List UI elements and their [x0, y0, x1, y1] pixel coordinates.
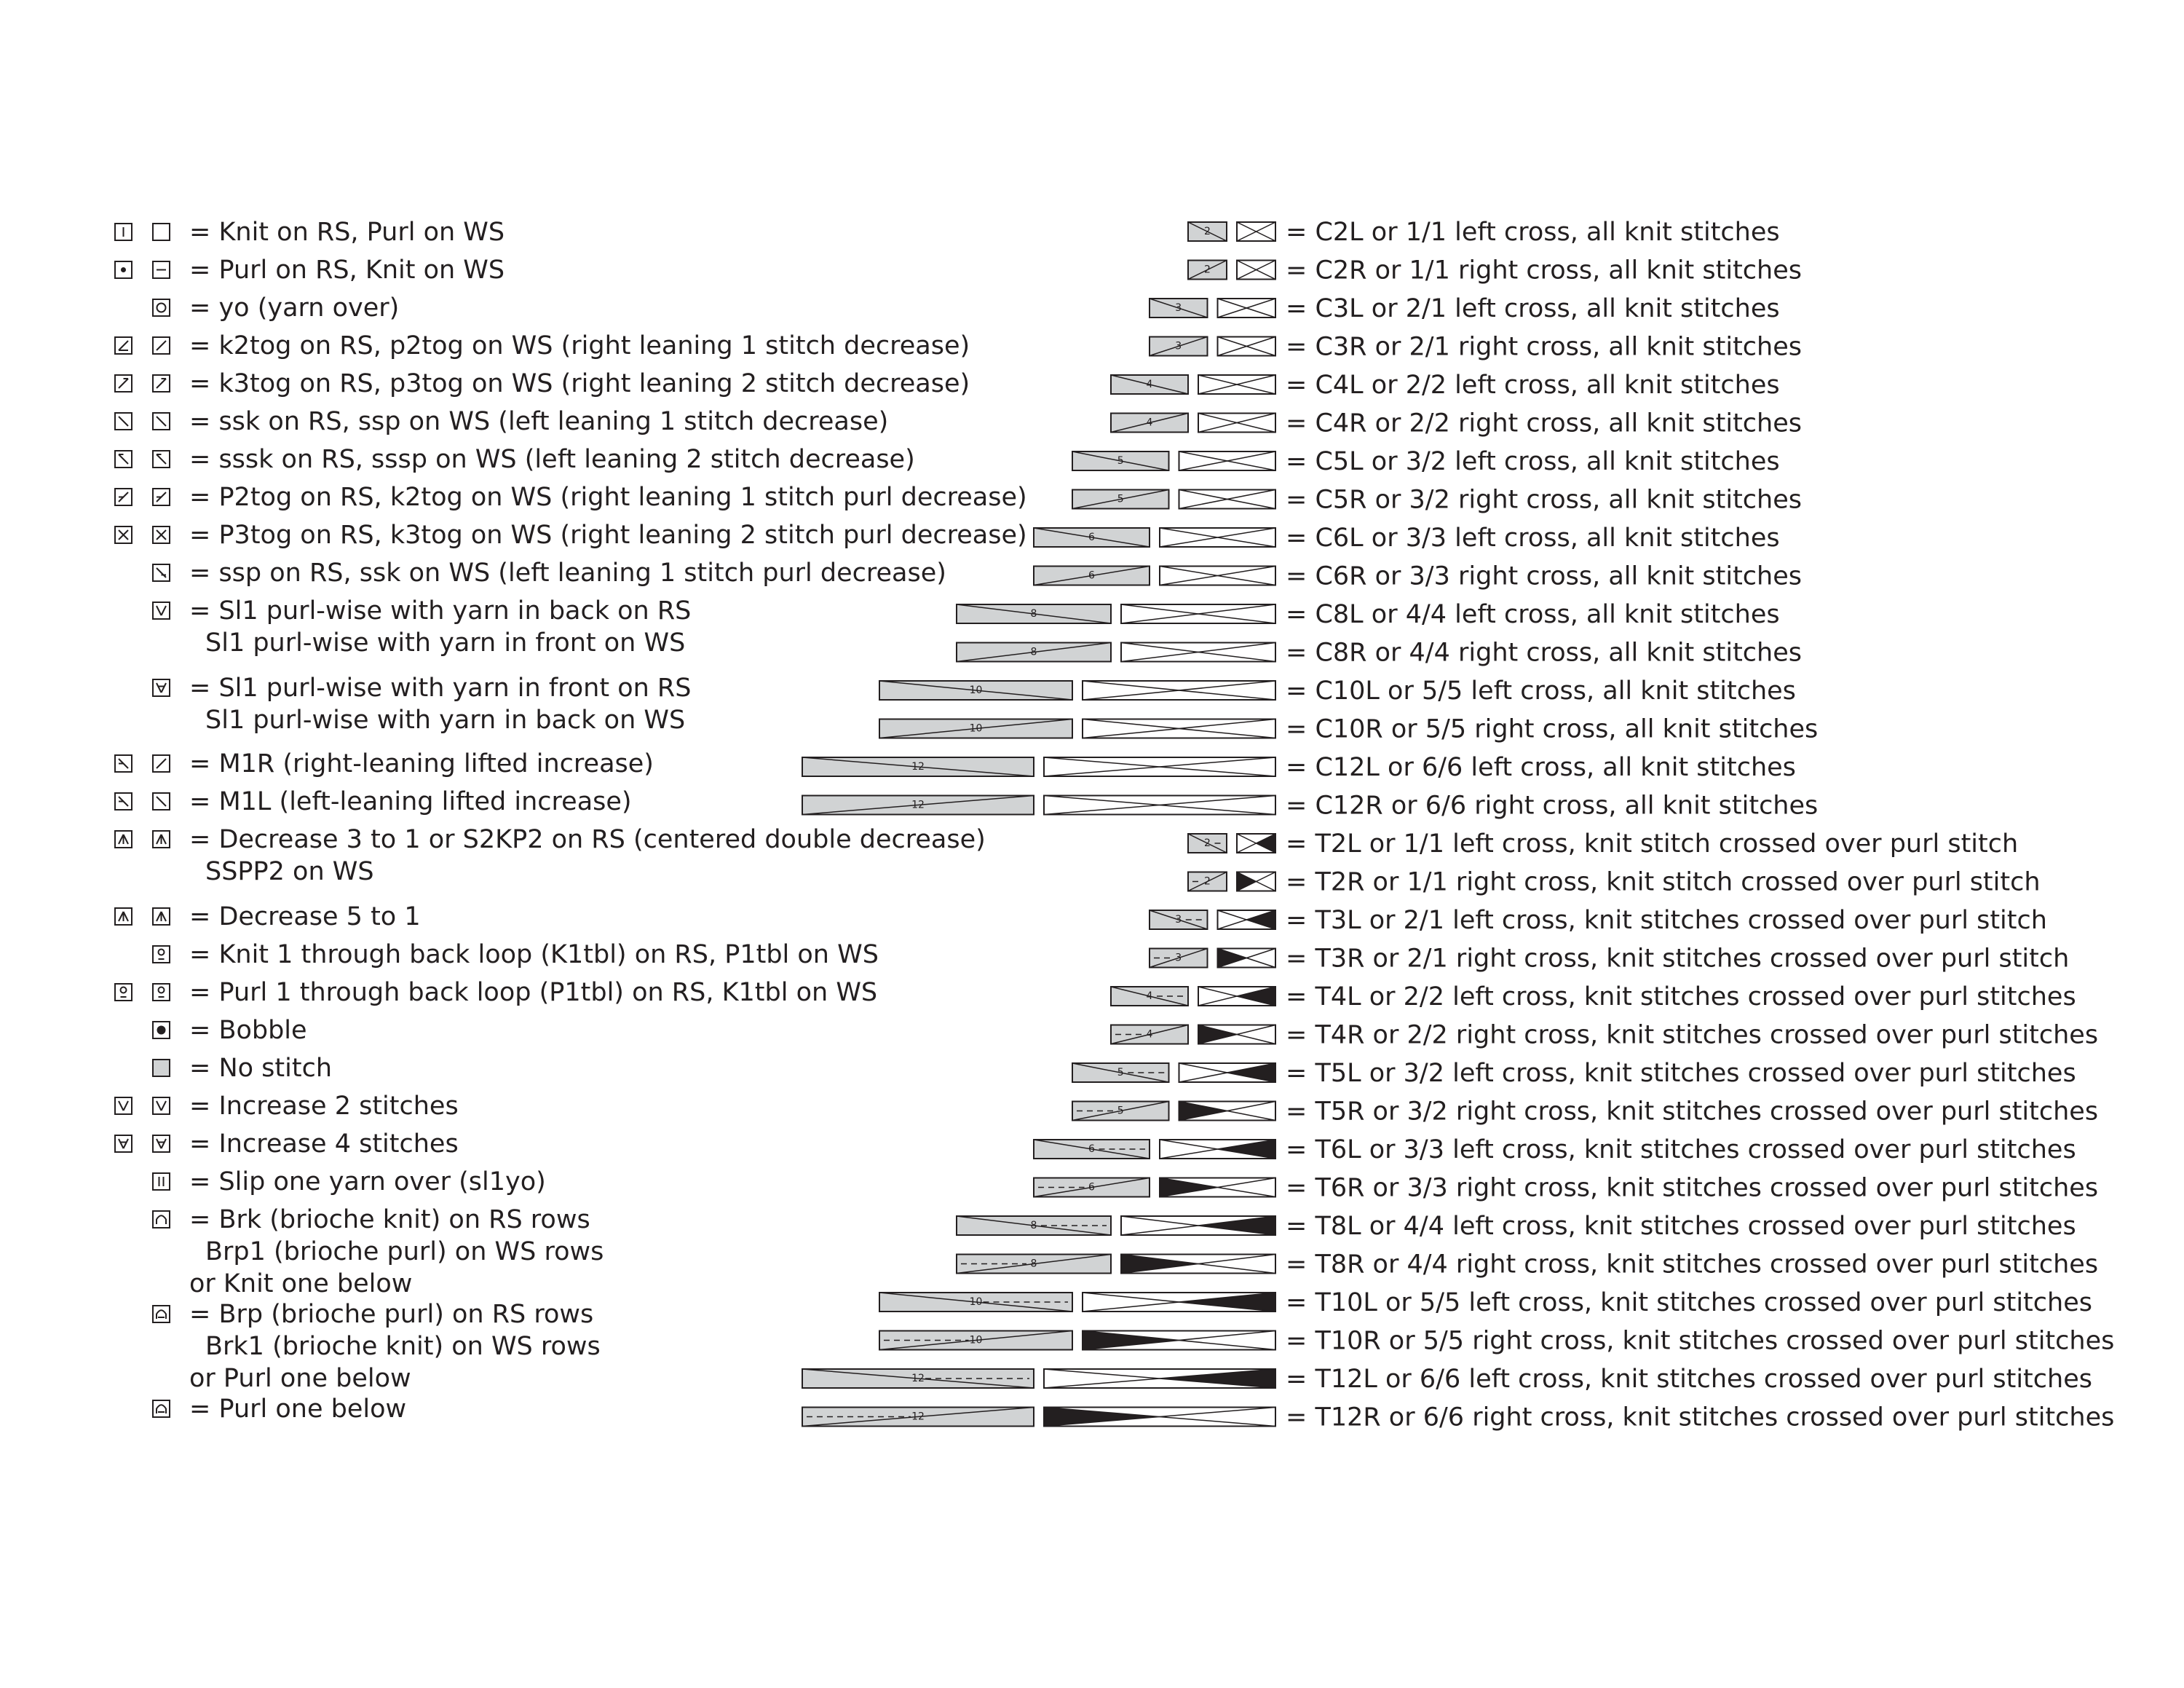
cable-row — [1150, 294, 1780, 323]
cable-legend-text: = T4R or 2/2 right cross, knit stitches crossed over purl stitches — [1286, 1020, 2099, 1050]
cable-stitch-count: 8 — [1030, 1258, 1037, 1270]
legend-row — [153, 293, 399, 323]
legend-text: or Knit one below — [189, 1269, 413, 1298]
inc2-ws-icon — [153, 1097, 170, 1114]
cable-legend-text: = C4R or 2/2 right cross, all knit stitches — [1286, 409, 1802, 438]
cable-row — [957, 639, 1802, 668]
cable-row — [1188, 868, 2041, 897]
legend-text: = Knit 1 through back loop (K1tbl) on RS, P1tbl on WS — [189, 940, 879, 969]
cable-ws-symbol — [1160, 1140, 1275, 1159]
legend-row — [115, 749, 654, 778]
cable-row — [1034, 524, 1780, 553]
cable-stitch-count: 8 — [1030, 1220, 1037, 1231]
cable-stitch-count: 5 — [1117, 1067, 1124, 1078]
p1tbl-ws-icon — [153, 984, 170, 1001]
cable-row — [1150, 333, 1802, 362]
legend-row — [153, 1300, 601, 1393]
legend-row — [153, 1054, 332, 1083]
cable-row — [957, 600, 1780, 629]
legend-row — [153, 1167, 546, 1196]
cable-rs-symbol — [1072, 451, 1169, 470]
cable-legend-text: = T6R or 3/3 right cross, knit stitches crossed over purl stitches — [1286, 1173, 2099, 1203]
cable-row — [1111, 1021, 2098, 1050]
legend-row — [115, 256, 505, 285]
cable-legend-text: = T6L or 3/3 left cross, knit stitches crossed over purl stitches — [1286, 1135, 2076, 1164]
legend-row — [153, 940, 879, 969]
legend-row — [153, 1205, 604, 1298]
knit-bar-icon — [115, 224, 132, 240]
cable-stitch-count: 6 — [1088, 532, 1095, 543]
purl-dot-icon — [115, 261, 132, 278]
cable-ws-symbol — [1218, 337, 1276, 356]
legend-text: or Purl one below — [189, 1364, 411, 1393]
cable-row — [1150, 906, 2047, 935]
cable-ws-symbol — [1160, 1178, 1275, 1197]
legend-row — [153, 559, 946, 588]
cable-stitch-count: 3 — [1175, 952, 1182, 964]
dec5-ws-icon — [153, 908, 170, 925]
cable-ws-symbol — [1083, 681, 1275, 700]
legend-row — [115, 978, 877, 1007]
no-stitch-icon — [153, 1060, 170, 1076]
cable-stitch-count: 6 — [1088, 1143, 1095, 1155]
cable-stitch-count: 6 — [1088, 569, 1095, 582]
bobble-icon — [153, 1022, 170, 1038]
cable-legend-text: = T8L or 4/4 left cross, knit stitches crossed over purl stitches — [1286, 1212, 2076, 1241]
cable-legend-text: = T2L or 1/1 left cross, knit stitch crossed over purl stitch — [1286, 829, 2019, 859]
m1l-ws-icon — [153, 793, 170, 810]
legend-row — [115, 369, 970, 398]
cable-rs-symbol — [1072, 1102, 1169, 1121]
legend-row — [115, 902, 421, 931]
m1r-rs-icon — [115, 755, 132, 772]
cable-legend-text: = C8L or 4/4 left cross, all knit stitches — [1286, 600, 1780, 629]
cable-stitch-count: 4 — [1146, 1028, 1153, 1041]
cable-ws-symbol — [1121, 604, 1275, 623]
cable-rs-symbol — [1150, 949, 1208, 968]
legend-text: = Purl 1 through back loop (P1tbl) on RS, K1tbl on WS — [189, 978, 878, 1007]
cable-rs-symbol — [1188, 872, 1227, 891]
legend-row — [115, 445, 915, 474]
cable-ws-symbol — [1160, 567, 1275, 585]
cable-ws-symbol — [1218, 299, 1276, 318]
cable-legend-text: = C10L or 5/5 left cross, all knit stitches — [1286, 677, 1796, 706]
cable-ws-symbol — [1044, 1408, 1275, 1427]
purl-below-icon — [153, 1400, 170, 1417]
cable-row — [1188, 829, 2018, 859]
cable-stitch-count: 5 — [1117, 455, 1124, 467]
cable-row — [1150, 944, 2069, 974]
cable-row — [802, 753, 1796, 782]
cable-row — [1072, 1059, 2076, 1088]
cable-rs-symbol — [1111, 987, 1188, 1006]
cable-rs-symbol — [879, 681, 1072, 700]
cable-row — [957, 1212, 2076, 1241]
dec5-rs-icon — [115, 908, 132, 925]
cable-ws-symbol — [1044, 1369, 1275, 1388]
cable-ws-symbol — [1083, 719, 1275, 738]
legend-text: = k3tog on RS, p3tog on WS (right leaning 2 stitch decrease) — [189, 369, 970, 398]
cable-row — [1072, 1097, 2098, 1127]
cable-ws-symbol — [1044, 796, 1275, 815]
cable-rs-symbol — [957, 604, 1111, 623]
cable-ws-symbol — [1198, 987, 1275, 1006]
cable-rs-symbol — [957, 1255, 1111, 1274]
cable-ws-symbol — [1237, 261, 1275, 280]
cable-rs-symbol — [1188, 834, 1227, 853]
legend-row — [115, 407, 888, 436]
cable-rs-symbol — [802, 1408, 1034, 1427]
cable-rs-symbol — [1034, 528, 1150, 547]
legend-text: = k2tog on RS, p2tog on WS (right leaning 1 stitch decrease) — [189, 331, 970, 360]
empty-square-icon — [153, 224, 170, 240]
legend-row — [115, 1092, 459, 1121]
legend-text: = Decrease 3 to 1 or S2KP2 on RS (centered double decrease) — [189, 825, 986, 854]
cable-rs-symbol — [879, 719, 1072, 738]
brioche-purl-icon — [153, 1306, 170, 1322]
cable-row — [802, 792, 1818, 821]
legend-row — [115, 521, 1027, 550]
legend-row — [115, 787, 632, 816]
cable-ws-symbol — [1121, 1255, 1275, 1274]
cable-rs-symbol — [957, 643, 1111, 662]
cable-ws-symbol — [1160, 528, 1275, 547]
cable-legend-text: = C12R or 6/6 right cross, all knit stitches — [1286, 791, 1819, 821]
cable-row — [1034, 1135, 2076, 1164]
legend-text: = yo (yarn over) — [189, 293, 400, 323]
cable-stitch-count: 10 — [969, 1296, 983, 1308]
cable-rs-symbol — [1111, 1025, 1188, 1044]
right-legend-column — [802, 218, 2114, 1432]
legend-text: Brp1 (brioche purl) on WS rows — [205, 1237, 604, 1266]
cable-rs-symbol — [879, 1331, 1072, 1350]
p3tog-rs-icon — [115, 526, 132, 543]
k2tog-ws-icon — [153, 337, 170, 354]
cable-rs-symbol — [1034, 567, 1150, 585]
cable-stitch-count: 3 — [1175, 340, 1182, 352]
cable-legend-text: = C3R or 2/1 right cross, all knit stitches — [1286, 332, 1802, 362]
legend-text: = Brk (brioche knit) on RS rows — [189, 1205, 590, 1234]
cable-ws-symbol — [1218, 910, 1276, 929]
legend-text: = ssk on RS, ssp on WS (left leaning 1 stitch decrease) — [189, 407, 889, 436]
legend-text: Brk1 (brioche knit) on WS rows — [205, 1332, 601, 1361]
sssk-rs-icon — [115, 451, 132, 468]
cable-stitch-count: 12 — [911, 799, 925, 811]
cable-ws-symbol — [1121, 1216, 1275, 1235]
cable-stitch-count: 12 — [911, 1373, 925, 1384]
cable-rs-symbol — [802, 796, 1034, 815]
legend-row — [153, 674, 691, 735]
cable-ws-symbol — [1218, 949, 1276, 968]
ssk-rs-icon — [115, 413, 132, 430]
cable-rs-symbol — [1188, 222, 1227, 241]
cable-ws-symbol — [1044, 757, 1275, 776]
cable-legend-text: = C8R or 4/4 right cross, all knit stitches — [1286, 638, 1802, 668]
p1tbl-rs-icon — [115, 984, 132, 1001]
cable-legend-text: = T5L or 3/2 left cross, knit stitches crossed over purl stitches — [1286, 1059, 2076, 1088]
cable-ws-symbol — [1237, 872, 1275, 891]
cable-row — [879, 677, 1796, 706]
legend-text: = ssp on RS, ssk on WS (left leaning 1 stitch purl decrease) — [189, 559, 946, 588]
legend-text: = Purl one below — [189, 1395, 407, 1424]
m1l-rs-icon — [115, 793, 132, 810]
cable-row — [1072, 486, 1802, 515]
cable-legend-text: = C6L or 3/3 left cross, all knit stitches — [1286, 524, 1780, 553]
legend-text: = Decrease 5 to 1 — [189, 902, 421, 931]
legend-text: = P2tog on RS, k2tog on WS (right leaning 1 stitch purl decrease) — [189, 483, 1027, 512]
legend-text: = sssk on RS, sssp on WS (left leaning 2 stitch decrease) — [189, 445, 915, 474]
cable-rs-symbol — [1111, 375, 1188, 394]
legend-text: Sl1 purl-wise with yarn in back on WS — [205, 706, 686, 735]
cable-stitch-count: 12 — [911, 1411, 925, 1423]
legend-text: = Brp (brioche purl) on RS rows — [189, 1300, 594, 1329]
cable-row — [1072, 447, 1780, 476]
legend-text: = Bobble — [189, 1016, 307, 1045]
cable-ws-symbol — [1198, 1025, 1275, 1044]
k3tog-rs-icon — [115, 375, 132, 392]
cable-rs-symbol — [802, 757, 1034, 776]
cable-stitch-count: 4 — [1146, 417, 1153, 429]
cable-legend-text: = T4L or 2/2 left cross, knit stitches crossed over purl stitches — [1286, 982, 2076, 1011]
inc2-rs-icon — [115, 1097, 132, 1114]
cable-legend-text: = T3L or 2/1 left cross, knit stitches crossed over purl stitch — [1286, 906, 2047, 935]
cable-legend-text: = C5L or 3/2 left cross, all knit stitches — [1286, 447, 1780, 476]
sssk-ws-icon — [153, 451, 170, 468]
brioche-knit-icon — [153, 1211, 170, 1228]
cable-ws-symbol — [1179, 1102, 1276, 1121]
k2tog-rs-icon — [115, 337, 132, 354]
cable-legend-text: = C4L or 2/2 left cross, all knit stitches — [1286, 371, 1780, 400]
cable-ws-symbol — [1198, 375, 1275, 394]
cable-ws-symbol — [1083, 1293, 1275, 1312]
cable-legend-text: = T2R or 1/1 right cross, knit stitch crossed over purl stitch — [1286, 867, 2041, 897]
dash-icon — [153, 261, 170, 278]
cable-ws-symbol — [1179, 1063, 1276, 1082]
legend-row — [115, 1129, 459, 1159]
legend-row — [115, 218, 505, 247]
legend-text: SSPP2 on WS — [205, 857, 374, 886]
cable-legend-text: = C2L or 1/1 left cross, all knit stitches — [1286, 218, 1780, 247]
inc4-rs-icon — [115, 1135, 132, 1152]
cable-ws-symbol — [1083, 1331, 1275, 1350]
cable-stitch-count: 12 — [911, 761, 925, 773]
cable-stitch-count: 10 — [969, 722, 983, 735]
cable-rs-symbol — [1150, 299, 1208, 318]
slip-wyib-icon — [153, 602, 170, 619]
cable-ws-symbol — [1179, 490, 1276, 509]
cable-row — [1034, 562, 1802, 591]
cable-row — [802, 1365, 2092, 1394]
cable-legend-text: = T12L or 6/6 left cross, knit stitches crossed over purl stitches — [1286, 1365, 2092, 1394]
cable-row — [879, 1327, 2114, 1356]
cable-legend-text: = C3L or 2/1 left cross, all knit stitches — [1286, 294, 1780, 323]
legend-row — [115, 331, 970, 360]
cable-legend-text: = T12R or 6/6 right cross, knit stitches crossed over purl stitches — [1286, 1403, 2115, 1432]
cable-stitch-count: 5 — [1117, 1105, 1124, 1117]
cable-rs-symbol — [1072, 1063, 1169, 1082]
cable-rs-symbol — [1034, 1178, 1150, 1197]
cable-rs-symbol — [1111, 414, 1188, 433]
legend-text: = Knit on RS, Purl on WS — [189, 218, 505, 247]
cable-legend-text: = C6R or 3/3 right cross, all knit stitches — [1286, 561, 1802, 591]
cable-ws-symbol — [1179, 451, 1276, 470]
legend-text: = Slip one yarn over (sl1yo) — [189, 1167, 546, 1196]
cable-legend-text: = T10L or 5/5 left cross, knit stitches crossed over purl stitches — [1286, 1288, 2092, 1317]
cable-rs-symbol — [1150, 910, 1208, 929]
cable-stitch-count: 4 — [1146, 990, 1153, 1002]
slip-yo-icon — [153, 1173, 170, 1190]
ssp-icon — [153, 564, 170, 581]
p3tog-ws-icon — [153, 526, 170, 543]
cable-legend-text: = T8R or 4/4 right cross, knit stitches crossed over purl stitches — [1286, 1250, 2099, 1279]
legend-text: = Increase 2 stitches — [189, 1092, 459, 1121]
inc4-ws-icon — [153, 1135, 170, 1152]
cable-rs-symbol — [1150, 337, 1208, 356]
legend-text: Sl1 purl-wise with yarn in front on WS — [205, 628, 686, 658]
cable-ws-symbol — [1237, 222, 1275, 241]
cable-rs-symbol — [879, 1293, 1072, 1312]
cable-stitch-count: 8 — [1030, 608, 1037, 620]
legend-text: = Sl1 purl-wise with yarn in front on RS — [189, 674, 692, 703]
cable-ws-symbol — [1198, 414, 1275, 433]
cable-stitch-count: 6 — [1088, 1181, 1095, 1194]
cable-stitch-count: 8 — [1030, 646, 1037, 658]
cable-legend-text: = T10R or 5/5 right cross, knit stitches crossed over purl stitches — [1286, 1326, 2115, 1356]
cable-legend-text: = T5R or 3/2 right cross, knit stitches crossed over purl stitches — [1286, 1097, 2099, 1127]
legend-row — [153, 596, 691, 658]
legend-text: = M1R (right-leaning lifted increase) — [189, 749, 654, 778]
cable-rs-symbol — [1072, 490, 1169, 509]
cable-legend-text: = C12L or 6/6 left cross, all knit stitches — [1286, 753, 1796, 782]
k3tog-ws-icon — [153, 375, 170, 392]
cable-row — [802, 1403, 2114, 1432]
yarn-over-circle-icon — [153, 299, 170, 316]
cable-ws-symbol — [1237, 834, 1275, 853]
cable-rs-symbol — [802, 1369, 1034, 1388]
cable-stitch-count: 10 — [969, 685, 983, 696]
k1tbl-icon — [153, 946, 170, 963]
cable-rs-symbol — [957, 1216, 1111, 1235]
legend-row — [115, 483, 1027, 512]
cdd-rs-icon — [115, 831, 132, 848]
cable-legend-text: = C2R or 1/1 right cross, all knit stitches — [1286, 256, 1802, 285]
cable-legend-text: = C10R or 5/5 right cross, all knit stitches — [1286, 714, 1819, 744]
legend-text: = Increase 4 stitches — [189, 1129, 459, 1159]
ssk-ws-icon — [153, 413, 170, 430]
slip-wyif-icon — [153, 679, 170, 696]
cable-row — [1188, 218, 1780, 247]
legend-text: = Purl on RS, Knit on WS — [189, 256, 505, 285]
legend-row — [153, 1016, 307, 1045]
cable-row — [879, 715, 1818, 744]
cable-stitch-count: 2 — [1204, 264, 1211, 276]
cable-stitch-count: 4 — [1146, 379, 1153, 390]
cable-legend-text: = C5R or 3/2 right cross, all knit stitches — [1286, 485, 1802, 515]
legend-text: = P3tog on RS, k3tog on WS (right leaning 2 stitch purl decrease) — [189, 521, 1027, 550]
p2tog-rs-icon — [115, 489, 132, 505]
legend-text: = No stitch — [189, 1054, 333, 1083]
cable-stitch-count: 3 — [1175, 914, 1182, 926]
cable-rs-symbol — [1188, 261, 1227, 280]
legend-row — [115, 825, 986, 886]
legend-text: = Sl1 purl-wise with yarn in back on RS — [189, 596, 692, 626]
cable-row — [879, 1288, 2092, 1317]
m1r-ws-icon — [153, 755, 170, 772]
cable-stitch-count: 2 — [1204, 226, 1211, 237]
cable-legend-text: = T3R or 2/1 right cross, knit stitches crossed over purl stitch — [1286, 944, 2070, 974]
cable-stitch-count: 2 — [1204, 875, 1211, 888]
cdd-ws-icon — [153, 831, 170, 848]
legend-row — [153, 1395, 406, 1424]
cable-stitch-count: 10 — [969, 1334, 983, 1346]
cable-stitch-count: 5 — [1117, 493, 1124, 505]
legend-text: = M1L (left-leaning lifted increase) — [189, 787, 632, 816]
cable-rs-symbol — [1034, 1140, 1150, 1159]
p2tog-ws-icon — [153, 489, 170, 505]
cable-row — [1111, 982, 2076, 1011]
left-legend-column — [115, 218, 1027, 1424]
cable-ws-symbol — [1121, 643, 1275, 662]
cable-stitch-count: 2 — [1204, 837, 1211, 849]
cable-row — [1111, 409, 1802, 438]
cable-row — [1111, 371, 1780, 400]
cable-row — [957, 1250, 2098, 1279]
cable-row — [1034, 1174, 2098, 1203]
cable-stitch-count: 3 — [1175, 302, 1182, 314]
cable-row — [1188, 256, 1802, 285]
